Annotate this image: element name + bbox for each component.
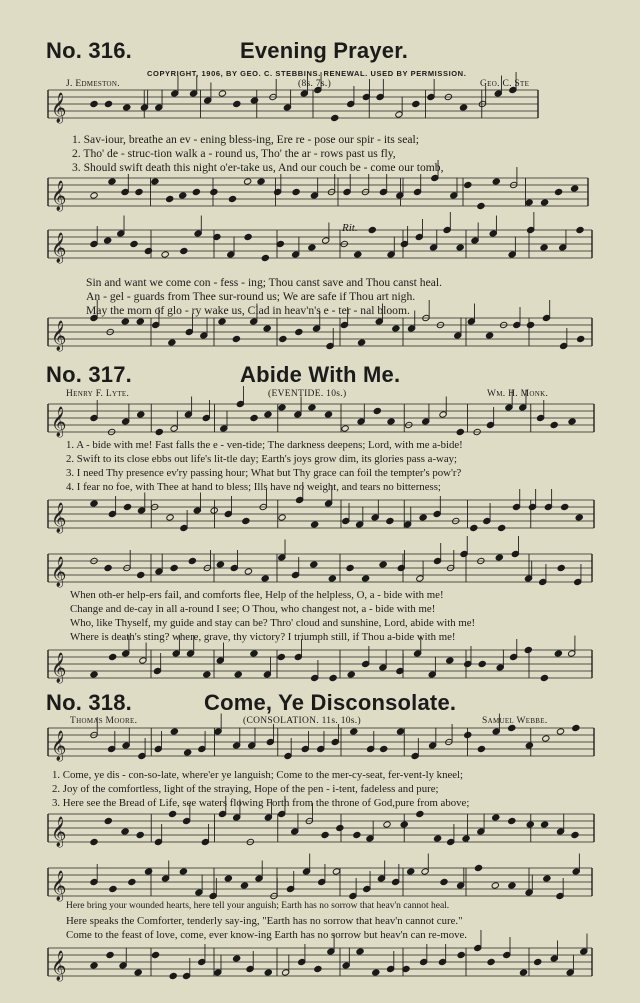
svg-text:𝄞: 𝄞 xyxy=(51,93,67,123)
hymn-composer: Wm. H. Monk. xyxy=(487,389,549,399)
verse-line: Here speaks the Comforter, tenderly say-ing, "Earth has no sorrow that heav'n cannot cure." xyxy=(66,915,463,927)
verse-line: When oth-er help-ers fail, and comforts flee, Help of the helpless, O, a - bide with me! xyxy=(70,589,444,601)
verse-line: May the morn of glo - ry wake us, Clad in heav'n's e - ter - nal bloom. xyxy=(86,304,410,317)
verse-line: 4. I fear no foe, with Thee at hand to bless; Ills have no weight, and tears no bitterness; xyxy=(66,481,441,493)
svg-text:𝄞: 𝄞 xyxy=(51,653,67,683)
svg-text:𝄞: 𝄞 xyxy=(51,181,67,211)
verse-line: Sin and want we come con - fess - ing; Thou canst save and Thou canst heal. xyxy=(86,276,442,289)
verse-line: Here bring your wounded hearts, here tell your anguish; Earth has no sorrow that heav'n cannot heal. xyxy=(66,901,450,911)
verse-line: Who, like Thyself, my guide and stay can be? Thro' cloud and sunshine, Lord, abide with me! xyxy=(70,617,476,629)
verse-line: 3. Should swift death this night o'er-take us, And our couch be - come our tomb, xyxy=(72,161,444,174)
verse-line: Change and de-cay in all a-round I see; O Thou, who changest not, a - bide with me! xyxy=(70,603,436,615)
hymn-author: Henry F. Lyte. xyxy=(66,389,130,399)
svg-text:𝄞: 𝄞 xyxy=(51,557,67,587)
hymn-meter: (CONSOLATION. 11s. 10s.) xyxy=(243,716,361,726)
svg-text:𝄞: 𝄞 xyxy=(51,503,67,533)
hymn-number: No. 316. xyxy=(46,38,132,63)
hymn-composer: Geo. C. Ste xyxy=(480,79,530,89)
svg-text:𝄞: 𝄞 xyxy=(51,817,67,847)
svg-text:𝄞: 𝄞 xyxy=(51,321,67,351)
hymn-meter: (8s. 7s.) xyxy=(298,79,332,89)
hymn-number: No. 317. xyxy=(46,362,132,387)
svg-text:𝄞: 𝄞 xyxy=(51,233,67,263)
verse-line: 2. Swift to its close ebbs out life's lit-tle day; Earth's joys grow dim, its glories pass a-way; xyxy=(66,453,458,465)
verse-line: Come to the feast of love, come, ever know-ing Earth has no sorrow but heav'n can re-move. xyxy=(66,929,468,941)
hymn-author: J. Edmeston. xyxy=(66,79,120,89)
svg-text:𝄞: 𝄞 xyxy=(51,731,67,761)
svg-text:𝄞: 𝄞 xyxy=(51,871,67,901)
verse-line: An - gel - guards from Thee sur-round us; We are safe if Thou art nigh. xyxy=(86,290,416,303)
hymn-composer: Samuel Webbe. xyxy=(482,716,548,726)
verse-line: 1. A - bide with me! Fast falls the e - ven-tide; The darkness deepens; Lord, with me a-bide! xyxy=(66,439,463,451)
hymn-author: Thomas Moore. xyxy=(70,716,138,726)
verse-line: 1. Sav-iour, breathe an ev - ening bless-ing, Ere re - pose our spir - its seal; xyxy=(72,133,419,146)
ritardando-mark: Rit. xyxy=(342,222,358,234)
hymn-title: Abide With Me. xyxy=(240,362,401,387)
verse-line: Where is death's sting? where, grave, thy victory? I triumph still, if Thou a-bide with me! xyxy=(70,631,456,643)
hymn-meter: (EVENTIDE. 10s.) xyxy=(268,389,347,399)
svg-text:𝄞: 𝄞 xyxy=(51,407,67,437)
verse-line: 3. I need Thy presence ev'ry passing hour; What but Thy grace can foil the tempter's pow'r? xyxy=(66,467,462,479)
hymn-title: Evening Prayer. xyxy=(240,38,409,63)
verse-line: 2. Tho' de - struc-tion walk a - round us, Tho' the ar - rows past us fly, xyxy=(72,147,396,160)
copyright-notice: COPYRIGHT, 1906, BY GEO. C. STEBBINS. RENEWAL. USED BY PERMISSION. xyxy=(147,69,467,78)
verse-line: 3. Here see the Bread of Life, see waters flowing Forth from the throne of God,pure from above; xyxy=(52,797,470,809)
verse-line: 2. Joy of the comfortless, light of the straying, Hope of the pen - i-tent, fadeless and pure; xyxy=(52,783,439,795)
hymn-title: Come, Ye Disconsolate. xyxy=(204,690,457,715)
verse-line: 1. Come, ye dis - con-so-late, where'er ye languish; Come to the mer-cy-seat, fer-vent-ly kneel; xyxy=(52,769,464,781)
hymn-number: No. 318. xyxy=(46,690,132,715)
svg-text:𝄞: 𝄞 xyxy=(51,951,67,981)
